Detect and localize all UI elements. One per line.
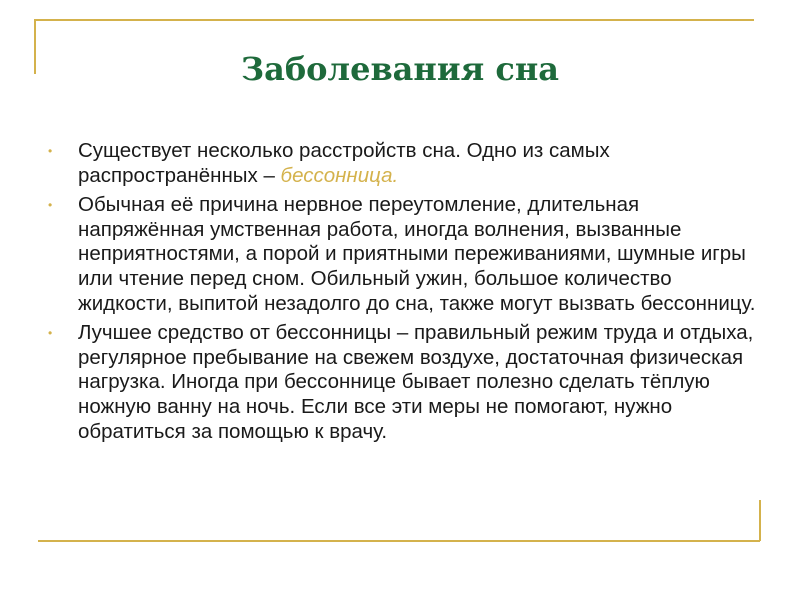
bullet-icon: • bbox=[48, 326, 53, 341]
bullet-text: Лучшее средство от бессонницы – правильный режим труда и отдыха, регулярное пребывание на свежем воздухе, достаточная физическая нагрузка. Иногда при бессоннице бывает полезно сделать тёплую ножную ванну на ночь. Если все эти меры не помогают, нужно обратиться за помощью к врачу. bbox=[78, 321, 754, 443]
frame-top-line bbox=[34, 19, 754, 21]
bullet-icon: • bbox=[48, 144, 53, 158]
bullet-icon: • bbox=[48, 198, 53, 213]
bullet-item bbox=[48, 139, 760, 188]
bullet-accent-text: бессонница. bbox=[280, 163, 399, 187]
bullet-item bbox=[48, 193, 760, 316]
bullet-list bbox=[48, 139, 760, 449]
frame-bottom-line bbox=[38, 540, 760, 542]
frame-right-line bbox=[759, 500, 761, 541]
bullet-text: Существует несколько расстройств сна. Одно из самых распространённых – bbox=[78, 139, 610, 187]
bullet-item bbox=[48, 321, 760, 444]
slide-title: Заболевания сна bbox=[241, 50, 559, 88]
bullet-text: Обычная её причина нервное переутомление, длительная напряжённая умственная работа, иногда волнения, вызванные неприятностями, а порой и приятными переживаниями, шумные игры или чтение перед сном. Обильный ужин, большое количество жидкости, выпитой незадолго до сна, также могут вызвать бессонницу. bbox=[78, 193, 756, 315]
